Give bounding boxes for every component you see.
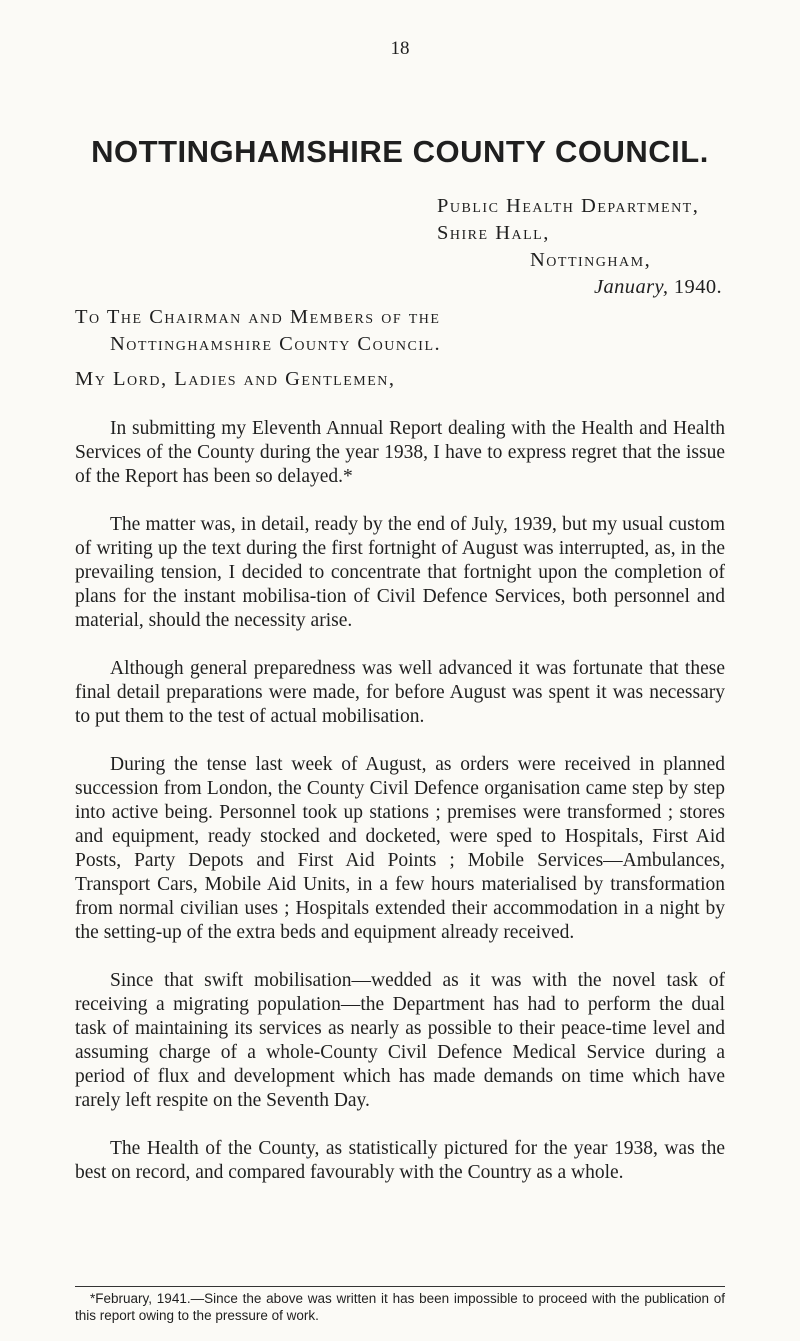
address-date [594,274,722,301]
address-city: Nottingham, [530,249,652,271]
addressee-line-2: Nottinghamshire County Council. [110,333,442,355]
letter-body [75,417,725,1209]
salutation: My Lord, Ladies and Gentlemen, [75,368,396,390]
address-building: Shire Hall, [437,222,550,244]
paragraph-4: During the tense last week of August, as orders were received in planned succession from London, the County Civil Defence organisation came step by step into active being. Personnel took up stations ; premises were transformed ; stores and equipment, ready stocked and docketed, were sped to Hospitals, First Aid Posts, Party Depots and First Aid Points ; Mobile Services—Ambulances, Transport Cars, Mobile Aid Units, in a few hours materialised by transformation from normal civilian uses ; Hospitals extended their accommodation in a night by the setting-up of the extra beds and equipment already received. [75,754,725,943]
paragraph-6: The Health of the County, as statistically pictured for the year 1938, was the best on record, and compared favourably with the Country as a whole. [75,1138,725,1183]
page-number: 18 [390,38,410,59]
paragraph-5: Since that swift mobilisation—wedded as it was with the novel task of receiving a migrating population—the Department has had to perform the dual task of maintaining its services as nearly as possible to their peace-time level and assuming charge of a whole-County Civil Defence Medical Service during a period of flux and development which has made demands on time which have rarely left respite on the Seventh Day. [75,970,725,1111]
paragraph-1: In submitting my Eleventh Annual Report dealing with the Health and Health Services of the County during the year 1938, I have to express regret that the issue of the Report has been so delayed.* [75,418,725,487]
addressee-line-1: To The Chairman and Members of the [75,306,441,328]
sender-address [437,193,722,301]
address-department: Public Health Department, [437,195,700,217]
paragraph-2: The matter was, in detail, ready by the end of July, 1939, but my usual custom of writing up the text during the first fortnight of August was interrupted, as, in the prevailing tension, I decided to concentrate that fortnight upon the completion of plans for the instant mobilisa-tion of Civil Defence Services, both personnel and material, should the necessity arise. [75,514,725,631]
date-year: 1940. [668,276,723,298]
date-month: January, [594,276,669,298]
paragraph-3: Although general preparedness was well advanced it was fortunate that these final detail preparations were made, for before August was spent it was necessary to put them to the test of actual mobilisation. [75,658,725,727]
footnote: *February, 1941.—Since the above was written it has been impossible to proceed with the publication of this report owing to the pressure of work. [75,1291,725,1323]
footnote-divider [75,1286,725,1287]
addressee-block [75,304,441,358]
council-title: NOTTINGHAMSHIRE COUNTY COUNCIL. [91,134,709,169]
